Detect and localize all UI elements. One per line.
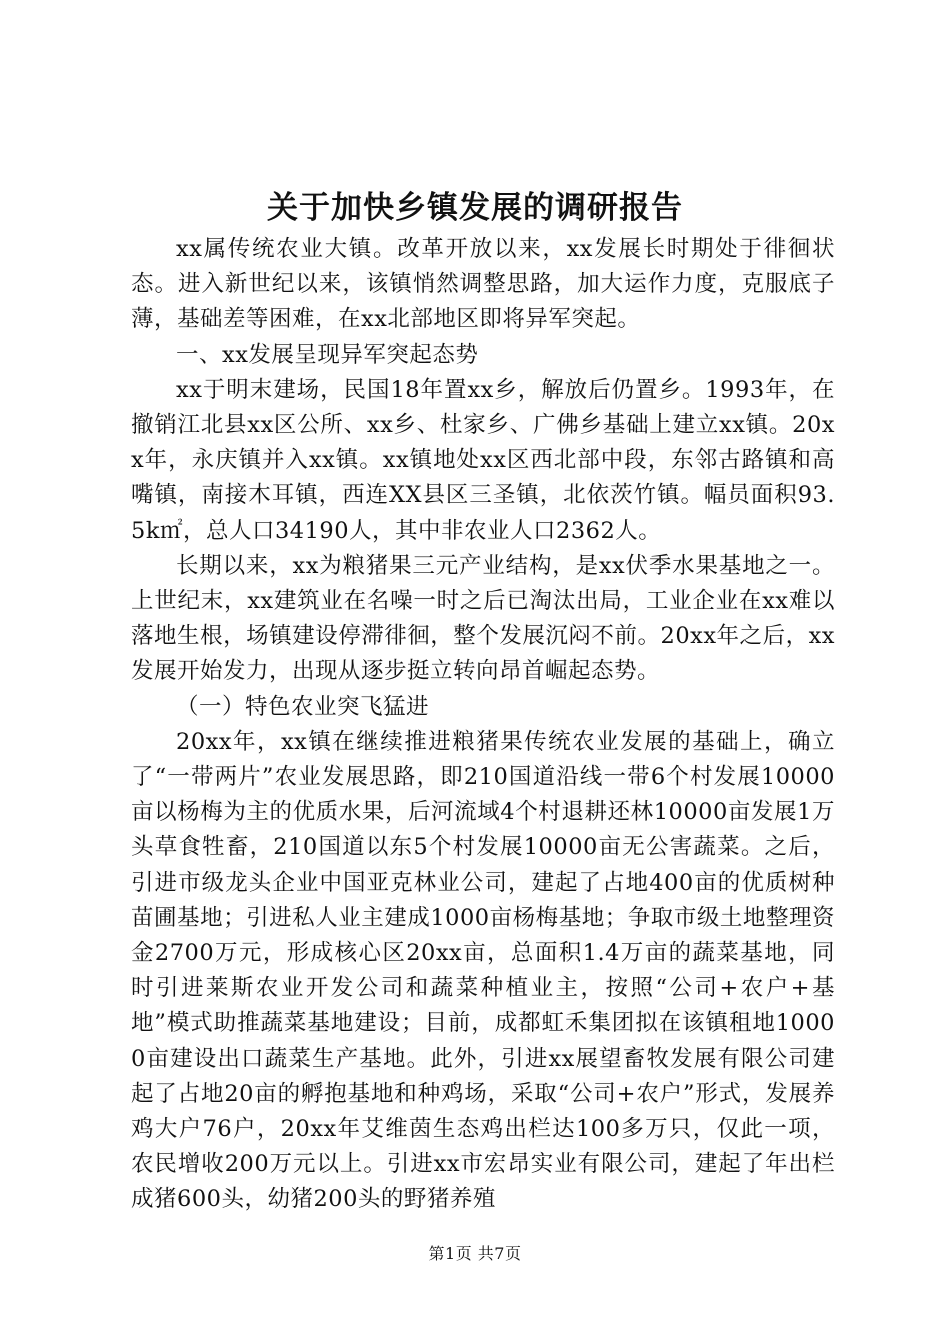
paragraph-agriculture: 20xx年，xx镇在继续推进粮猪果传统农业发展的基础上，确立了“一带两片”农业发展思路，即210国道沿线一带6个村发展10000亩以杨梅为主的优质水果，后河流域4个村退耕还林10000亩发展1万头草食牲畜，210国道以东5个村发展10000亩无公害蔬菜。之后，引进市级龙头企业中国亚克林业公司，建起了占地400亩的优质树种苗圃基地；引进私人业主建成1000亩杨梅基地；争取市级土地整理资金2700万元，形成核心区20xx亩，总面积1.4万亩的蔬菜基地，同时引进莱斯农业开发公司和蔬菜种植业主，按照“公司+农户+基地”模式助推蔬菜基地建设；目前，成都虹禾集团拟在该镇租地10000亩建设出口蔬菜生产基地。此外，引进xx展望畜牧发展有限公司建起了占地20亩的孵抱基地和种鸡场，采取“公司+农户”形式，发展养鸡大户76户，20xx年艾维茵生态鸡出栏达100多万只，仅此一项，农民增收200万元以上。引进xx市宏昂实业有限公司，建起了年出栏成猪600头，幼猪200头的野猪养殖 (131, 728, 835, 1213)
page-footer: 第1页 共7页 (428, 1244, 522, 1263)
paragraph-history: xx于明末建场，民国18年置xx乡，解放后仍置乡。1993年，在撤销江北县xx区公所、xx乡、杜家乡、广佛乡基础上建立xx镇。20xx年，永庆镇并入xx镇。xx镇地处xx区西北部中段，东邻古路镇和高嘴镇，南接木耳镇，西连XX县区三圣镇，北依茨竹镇。幅员面积93.5k㎡，总人口34190人，其中非农业人口2362人。 (131, 376, 835, 544)
paragraph-intro: xx属传统农业大镇。改革开放以来，xx发展长时期处于徘徊状态。进入新世纪以来，该镇悄然调整思路，加大运作力度，克服底子薄，基础差等困难，在xx北部地区即将异军突起。 (131, 236, 835, 333)
document-title: 关于加快乡镇发展的调研报告 (267, 190, 683, 226)
section-heading-1: 一、xx发展呈现异军突起态势 (176, 341, 479, 368)
document-body (131, 232, 835, 1218)
paragraph-industry: 长期以来，xx为粮猪果三元产业结构，是xx伏季水果基地之一。上世纪末，xx建筑业在名噪一时之后已淘汰出局，工业企业在xx难以落地生根，场镇建设停滞徘徊，整个发展沉闷不前。20xx年之后，xx发展开始发力，出现从逐步挺立转向昂首崛起态势。 (131, 552, 835, 685)
subsection-heading-1: （一）特色农业突飞猛进 (176, 693, 430, 720)
